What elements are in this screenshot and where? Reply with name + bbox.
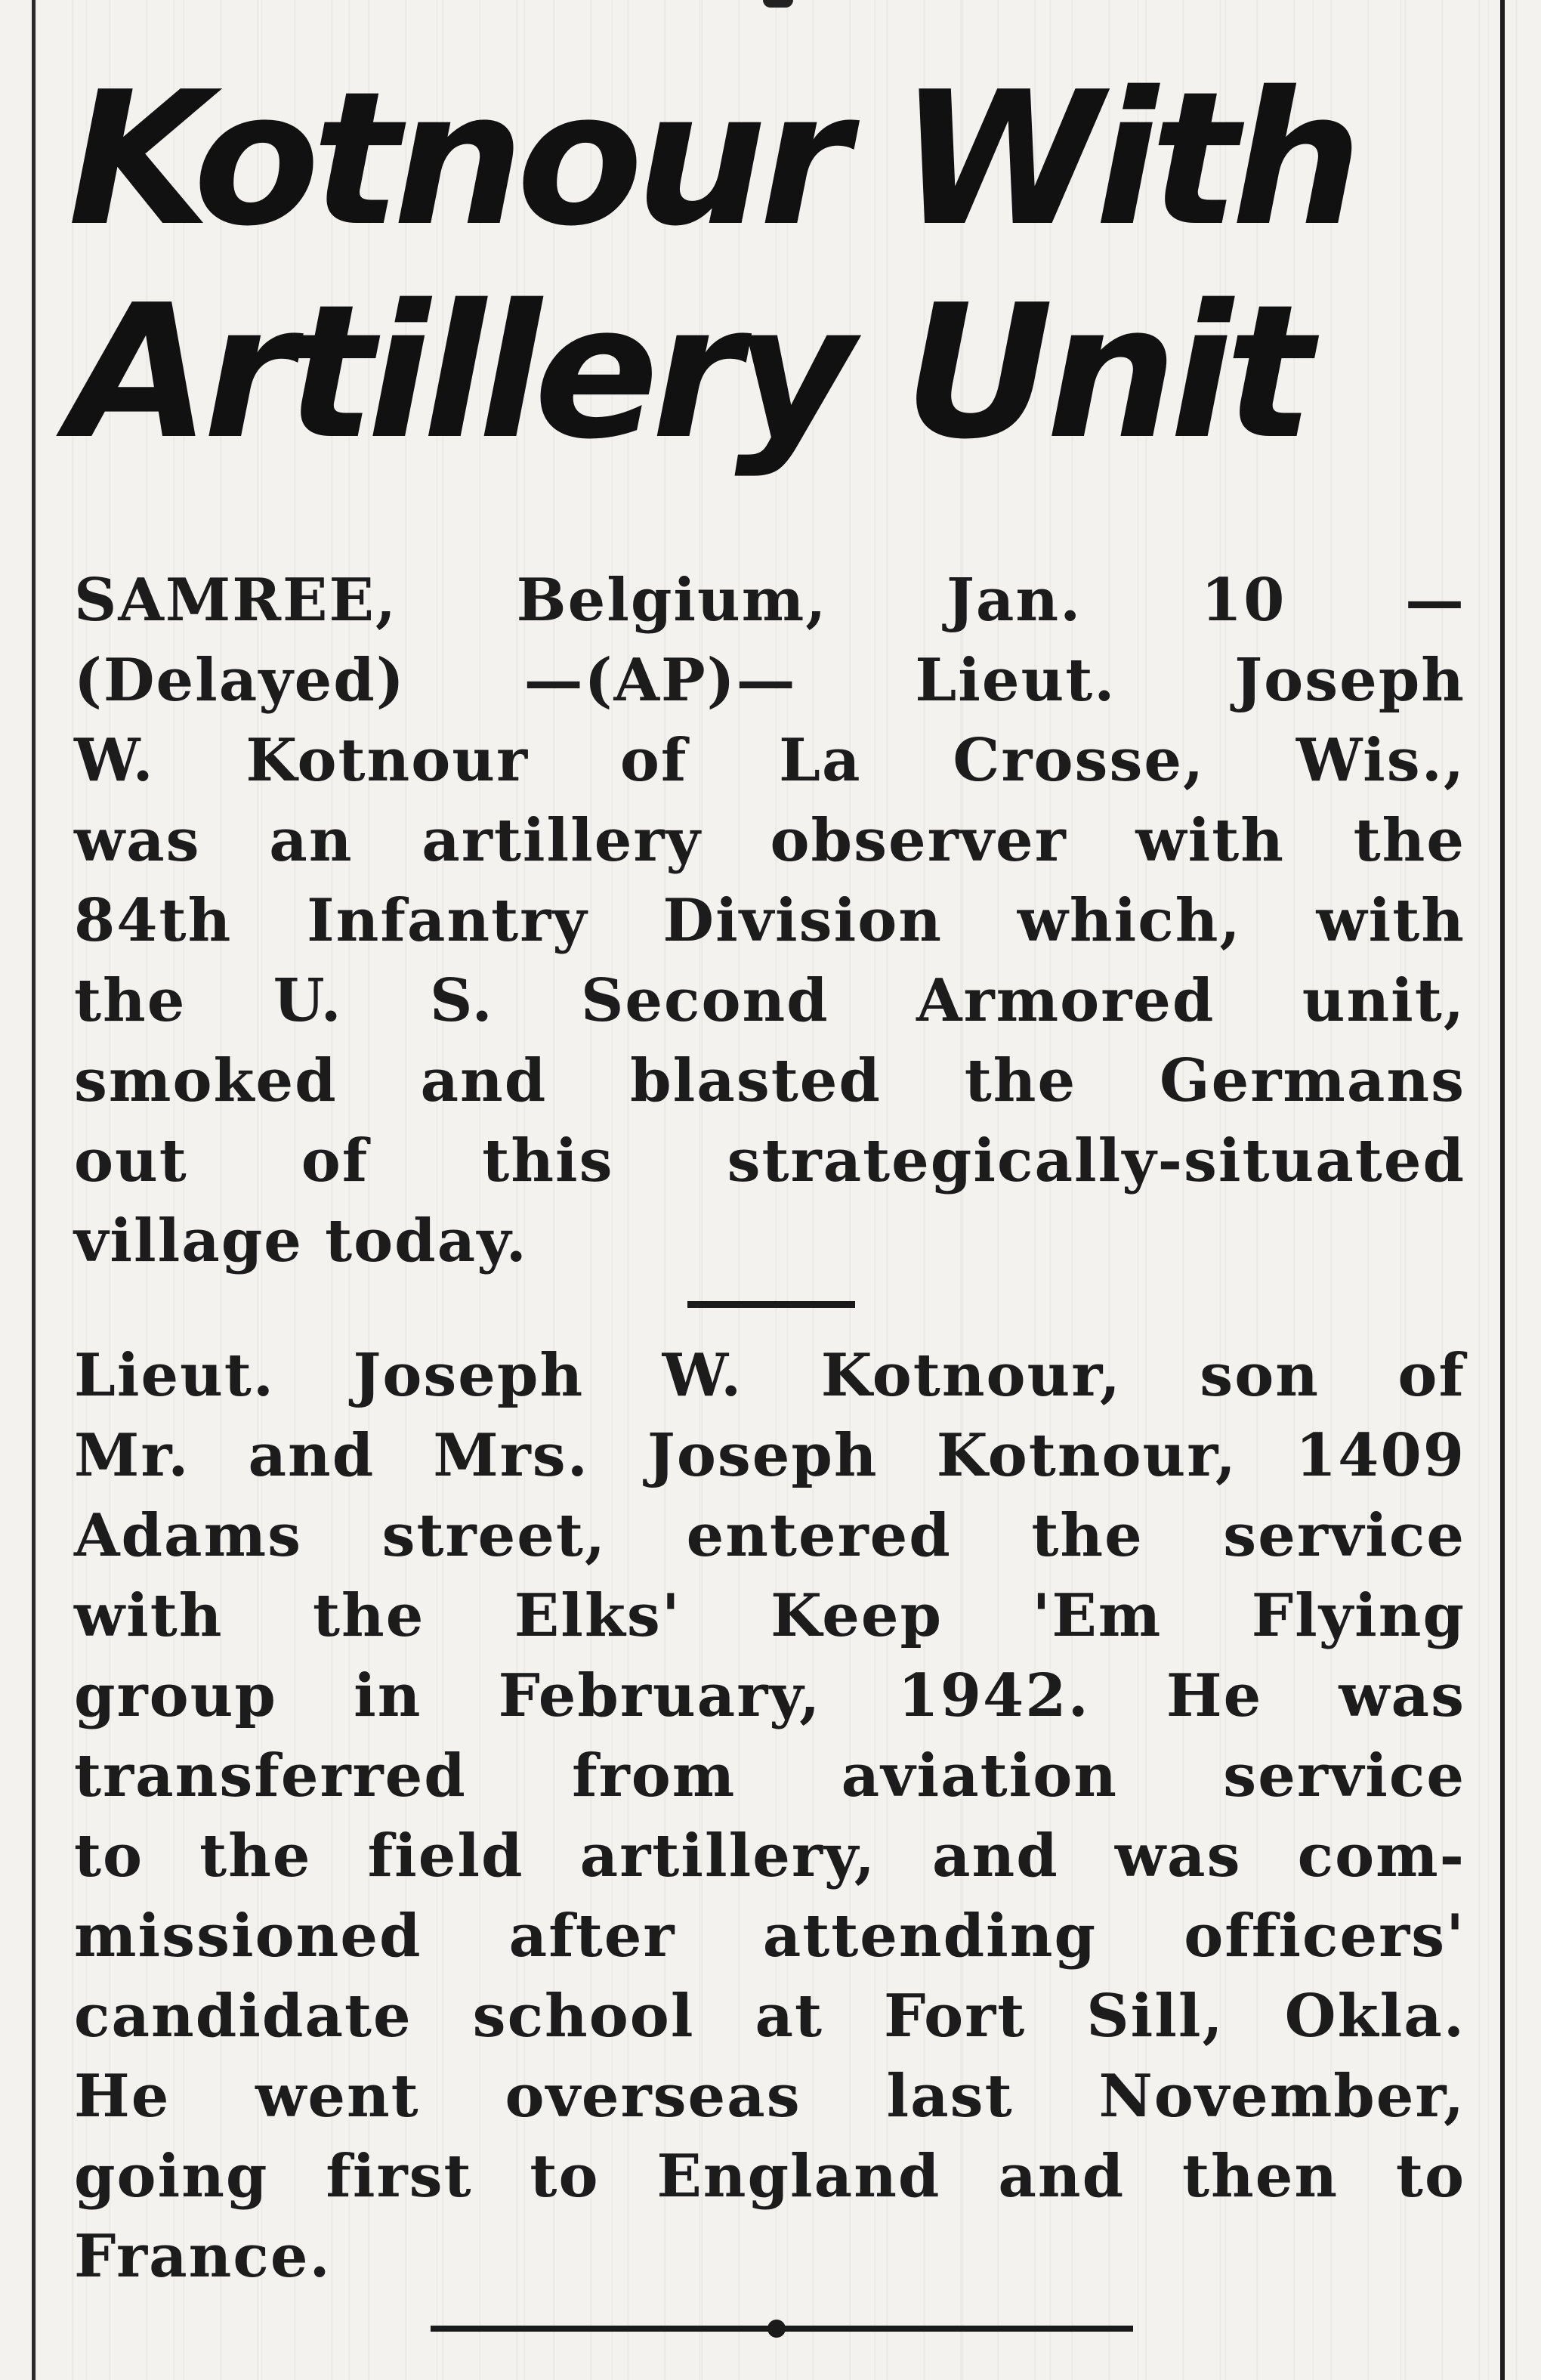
top-ornament-mark bbox=[763, 0, 793, 8]
paragraph-biography bbox=[74, 1336, 1465, 2297]
text-line: going first to England and then to bbox=[74, 2142, 1465, 2211]
right-column-rule bbox=[1500, 0, 1505, 2380]
paragraph-dispatch bbox=[74, 561, 1465, 1281]
text-line: smoked and blasted the Germans bbox=[74, 1046, 1465, 1115]
text-line: (Delayed) —(AP)— Lieut. Joseph bbox=[74, 646, 1465, 715]
text-line: He went overseas last November, bbox=[74, 2062, 1465, 2131]
headline-line: Artillery Unit bbox=[68, 265, 1306, 480]
text-line: the U. S. Second Armored unit, bbox=[74, 966, 1465, 1035]
text-line: Lieut. Joseph W. Kotnour, son of bbox=[74, 1341, 1465, 1410]
text-line: village today. bbox=[74, 1207, 528, 1275]
text-line: missioned after attending officers' bbox=[74, 1902, 1465, 1970]
end-rule-dot bbox=[767, 2320, 786, 2338]
left-column-rule bbox=[32, 0, 36, 2380]
text-line: with the Elks' Keep 'Em Flying bbox=[74, 1581, 1465, 1650]
text-line: W. Kotnour of La Crosse, Wis., bbox=[74, 726, 1465, 795]
text-line: France. bbox=[74, 2222, 332, 2291]
headline-line: Kotnour With bbox=[68, 52, 1355, 267]
text-line: transferred from aviation service bbox=[74, 1742, 1465, 1810]
text-line: 84th Infantry Division which, with bbox=[74, 886, 1465, 955]
text-line: to the field artillery, and was com- bbox=[74, 1822, 1465, 1890]
section-divider bbox=[687, 1301, 855, 1308]
headline bbox=[68, 53, 1488, 479]
text-line: candidate school at Fort Sill, Okla. bbox=[74, 1982, 1465, 2051]
text-line: Mr. and Mrs. Joseph Kotnour, 1409 bbox=[74, 1421, 1465, 1490]
text-line: group in February, 1942. He was bbox=[74, 1661, 1465, 1730]
text-line: Adams street, entered the service bbox=[74, 1501, 1465, 1570]
text-line: was an artillery observer with the bbox=[74, 806, 1465, 875]
text-line: SAMREE, Belgium, Jan. 10 — bbox=[74, 566, 1465, 635]
text-line: out of this strategically-situated bbox=[74, 1127, 1465, 1195]
